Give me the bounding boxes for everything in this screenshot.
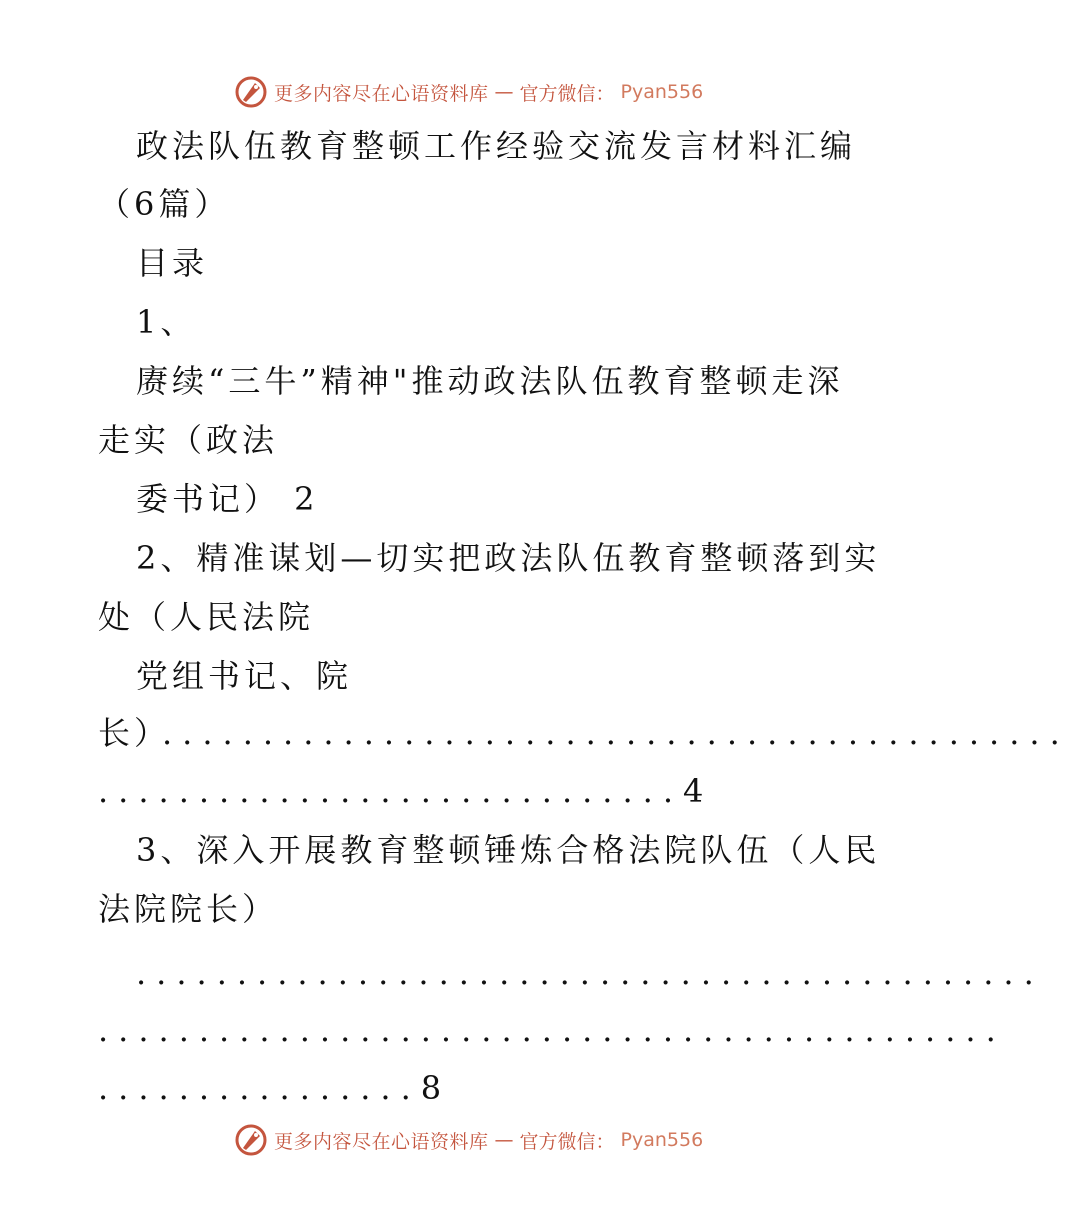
toc-heading: 目录 — [136, 244, 209, 282]
pen-nib-logo-icon — [234, 1123, 268, 1157]
toc-item-2-line-2[interactable]: 处（人民法院 — [98, 598, 315, 636]
banner-separator: — — [494, 1129, 514, 1151]
footer-banner — [234, 1120, 703, 1160]
toc-item-2-line-4-prefix: 长） — [98, 714, 171, 752]
toc-item-3-line-1[interactable]: 3、深入开展教育整顿锤炼合格法院队伍（人民 — [136, 831, 881, 869]
toc-leader-dots: ................8 — [98, 1069, 442, 1107]
banner-text: 更多内容尽在心语资料库 — [274, 1130, 489, 1153]
document-title-line-1: 政法队伍教育整顿工作经验交流发言材料汇编 — [136, 127, 857, 165]
toc-item-2-page: 4 — [682, 772, 704, 810]
toc-leader-dots: .............................4 — [98, 772, 704, 810]
pen-nib-logo-icon — [234, 75, 268, 109]
toc-item-2-line-1[interactable]: 2、精准谋划—切实把政法队伍教育整顿落到实 — [136, 539, 881, 577]
toc-item-1-number: 1、 — [136, 303, 197, 341]
toc-item-3-line-2[interactable]: 法院院长） — [98, 890, 279, 928]
toc-leader-dots: ............................................. — [136, 954, 1044, 992]
toc-item-1-line-3[interactable]: 委书记） 2 — [136, 480, 319, 518]
banner-wechat-label: 官方微信： — [519, 1130, 615, 1153]
toc-item-1-line-1[interactable]: 赓续“三牛”精神"推动政法队伍教育整顿走深 — [136, 362, 844, 400]
banner-wechat-id: Pyan556 — [620, 81, 704, 103]
toc-item-1-line-2[interactable]: 走实（政法 — [98, 421, 279, 459]
toc-leader-dots: ............................................. — [98, 1011, 1006, 1049]
toc-item-3-page: 8 — [420, 1069, 442, 1107]
document-title-line-2: （6篇） — [98, 185, 231, 223]
banner-wechat-id: Pyan556 — [620, 1129, 704, 1151]
header-banner — [234, 72, 703, 112]
banner-wechat-label: 官方微信： — [519, 82, 615, 105]
toc-leader-dots: ............................................. — [162, 714, 1070, 752]
banner-separator: — — [494, 81, 514, 103]
toc-item-2-line-3[interactable]: 党组书记、院 — [136, 657, 353, 695]
toc-item-2-line-4[interactable] — [98, 713, 170, 753]
banner-text: 更多内容尽在心语资料库 — [274, 82, 489, 105]
